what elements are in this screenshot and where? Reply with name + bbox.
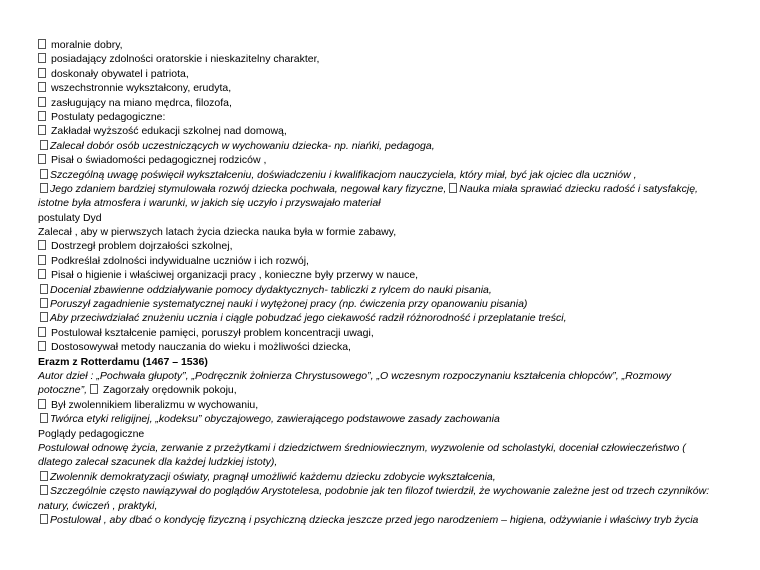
text-line: zasługujący na miano mędrca, filozofa, [38,96,720,110]
bullet-icon [38,53,46,63]
text-line: Postulował odnowę życia, zerwanie z przeżytkami i dziedzictwem średniowiecznym, wyzwolenie od scholastyki, doceniał człowieczeństwo ( [38,441,686,454]
bullet-icon [38,125,46,135]
bullet-icon [40,298,48,308]
bullet-icon [38,154,46,164]
bullet-icon [449,183,457,193]
text-line: Poglądy pedagogiczne [38,427,145,440]
text-line: Twórca etyki religijnej, „kodeksu” obyczajowego, zawierającego podstawowe zasady zachowania [38,412,720,426]
text-line: wszechstronnie wykształcony, erudyta, [38,81,720,95]
text-line: dlatego zalecał szacunek dla każdej ludzkiej istoty), [38,456,278,469]
text-line: Postulował kształcenie pamięci, poruszył problem koncentracji uwagi, [38,326,720,340]
bullet-icon [38,341,46,351]
bullet-icon [90,384,98,394]
text-line: Pisał o higienie i właściwej organizacji pracy , konieczne były przerwy w nauce, [38,268,720,282]
bullet-icon [38,255,46,265]
text-line: Jego zdaniem bardziej stymulowała rozwój dziecka pochwała, negował kary fizyczne, Nauka miała sprawiać dziecku radość i satysfakcję, [38,182,720,196]
text-line: Zalecał , aby w pierwszych latach życia dziecka nauka była w formie zabawy, [38,226,397,239]
bullet-icon [38,399,46,409]
bullet-icon [40,183,48,193]
bullet-icon [40,284,48,294]
bullet-icon [40,312,48,322]
text-line: Pisał o świadomości pedagogicznej rodziców , [38,153,720,167]
bullet-icon [38,327,46,337]
text-line: Był zwolennikiem liberalizmu w wychowaniu, [38,398,720,412]
bullet-icon [40,471,48,481]
bullet-icon [38,269,46,279]
text-line: Zalecał dobór osób uczestniczących w wychowaniu dziecka- np. niańki, pedagoga, [38,139,720,153]
bullet-icon [40,514,48,524]
bullet-icon [38,240,46,250]
bullet-icon [38,68,46,78]
bullet-icon [38,39,46,49]
text-line: Zakładał wyższość edukacji szkolnej nad domową, [38,124,720,138]
text-line: Postulował , aby dbać o kondycję fizyczną i psychiczną dziecka jeszcze przed jego narodzeniem – higiena, odżywianie i właściwy tryb życia [38,513,720,527]
bullet-icon [38,97,46,107]
text-line: postulaty Dyd [38,211,102,224]
text-line: Postulaty pedagogiczne: [38,110,720,124]
bullet-icon [38,111,46,121]
text-line: natury, ćwiczeń , praktyki, [38,499,158,512]
text-line: Dostrzegł problem dojrzałości szkolnej, [38,239,720,253]
text-line: Zwolennik demokratyzacji oświaty, pragnął umożliwić każdemu dziecku zdobycie wykształcenia, [38,470,720,484]
text-line: Dostosowywał metody nauczania do wieku i możliwości dziecka, [38,340,720,354]
text-line: istotne była atmosfera i warunki, w jakich się uczyło i przyswajało materiał [38,197,381,210]
text-line: Poruszył zagadnienie systematycznej nauki i wytężonej pracy (np. ćwiczenia przy opanowaniu pisania) [38,297,720,311]
bullet-icon [40,140,48,150]
text-line: potoczne”, Zagorzały orędownik pokoju, [38,384,237,397]
text-line: Szczególnie często nawiązywał do poglądów Arystotelesa, podobnie jak ten filozof twierdził, że wychowanie zależne jest od trzech czynników: [38,484,720,498]
bullet-icon [40,485,48,495]
text-line: moralnie dobry, [38,38,720,52]
bullet-icon [40,169,48,179]
bullet-icon [40,413,48,423]
bullet-icon [38,82,46,92]
text-line: Aby przeciwdziałać znużeniu ucznia i ciągle pobudzać jego ciekawość radził różnorodność i przeplatanie treści, [38,311,720,325]
text-line: doskonały obywatel i patriota, [38,67,720,81]
text-line: posiadający zdolności oratorskie i nieskazitelny charakter, [38,52,720,66]
section-heading: Erazm z Rotterdamu (1467 – 1536) [38,355,208,368]
text-line: Autor dzieł : „Pochwała głupoty”, „Podręcznik żołnierza Chrystusowego”, „O wczesnym rozpoczynaniu kształcenia chłopców”, „Rozmowy [38,369,672,382]
text-line: Szczególną uwagę poświęcił wykształceniu, doświadczeniu i kwalifikacjom nauczyciela, który miał, być jak ojciec dla uczniów , [38,168,720,182]
text-line: Podkreślał zdolności indywidualne uczniów i ich rozwój, [38,254,720,268]
text-line: Doceniał zbawienne oddziaływanie pomocy dydaktycznych- tabliczki z rylcem do nauki pisania, [38,283,720,297]
